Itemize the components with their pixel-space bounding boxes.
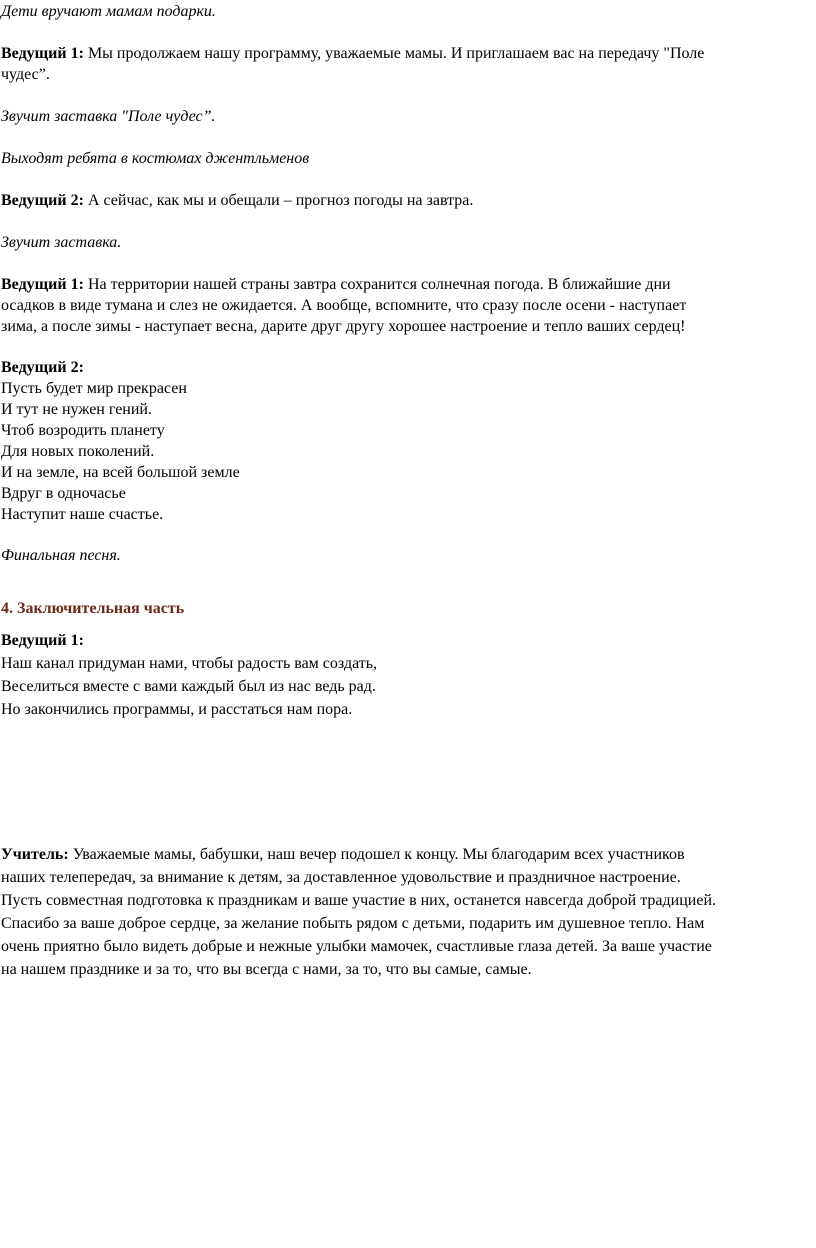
- stage-direction-final-song: [1, 545, 121, 566]
- stage-direction-jingle: [1, 106, 216, 127]
- paragraph-line: на нашем празднике и за то, что вы всегда с нами, за то, что вы самые, самые.: [1, 961, 532, 978]
- paragraph-line: наших телепередач, за внимание к детям, за доставленное удовольствие и праздничное настроение.: [1, 869, 681, 886]
- poem-line: Наш канал придуман нами, чтобы радость вам создать,: [1, 655, 378, 672]
- poem-line: Пусть будет мир прекрасен: [1, 380, 187, 397]
- paragraph-line: Пусть совместная подготовка к праздникам и ваше участие в них, останется навсегда доброй традицией.: [1, 892, 716, 909]
- paragraph-text: А сейчас, как мы и обещали – прогноз погоды на завтра.: [83, 192, 474, 209]
- stage-direction-gentlemen: [1, 148, 309, 169]
- paragraph-line: Уважаемые мамы, бабушки, наш вечер подошел к концу. Мы благодарим всех участников: [68, 846, 685, 863]
- section-heading-text: 4. Заключительная часть: [1, 600, 185, 617]
- speaker-label: Ведущий 2:: [1, 192, 84, 209]
- stage-direction-text: Выходят ребята в костюмах джентльменов: [1, 150, 310, 167]
- stage-direction-text: Дети вручают мамам подарки.: [1, 3, 216, 20]
- poem-line: Но закончились программы, и расстаться нам пора.: [1, 701, 353, 718]
- host2-poem: [1, 357, 240, 525]
- poem-line: Вдруг в одночасье: [1, 485, 126, 502]
- stage-direction-text: Звучит заставка.: [1, 234, 122, 251]
- host1-closing-poem: [1, 629, 377, 721]
- speaker-label: Ведущий 1:: [1, 45, 84, 62]
- speaker-label: Учитель:: [1, 846, 69, 863]
- host1-intro-paragraph: [1, 43, 704, 85]
- paragraph-line: Спасибо за ваше доброе сердце, за желание побыть рядом с детьми, подарить им душевное тепло. Нам: [1, 915, 705, 932]
- speaker-label: Ведущий 1:: [1, 276, 84, 293]
- stage-direction-text: Финальная песня.: [1, 547, 121, 564]
- host1-forecast-paragraph: [1, 274, 686, 337]
- speaker-label: Ведущий 2:: [1, 359, 84, 376]
- poem-line: И на земле, на всей большой земле: [1, 464, 240, 481]
- poem-line: Для новых поколений.: [1, 443, 155, 460]
- section-heading: [1, 598, 184, 619]
- paragraph-line: чудес”.: [1, 66, 50, 83]
- poem-line: Наступит наше счастье.: [1, 506, 164, 523]
- host2-weather-paragraph: [1, 190, 473, 211]
- paragraph-line: очень приятно было видеть добрые и нежные улыбки мамочек, счастливые глаза детей. За ваше участие: [1, 938, 712, 955]
- poem-line: Веселиться вместе с вами каждый был из нас ведь рад.: [1, 678, 376, 695]
- teacher-closing-paragraph: [1, 843, 716, 981]
- paragraph-line: зима, а после зимы - наступает весна, дарите друг другу хорошее настроение и тепло ваших сердец!: [1, 318, 686, 335]
- stage-direction-text: Звучит заставка "Поле чудес”.: [1, 108, 216, 125]
- stage-direction-gifts: [1, 1, 216, 22]
- stage-direction-jingle-2: [1, 232, 121, 253]
- paragraph-line: На территории нашей страны завтра сохранится солнечная погода. В ближайшие дни: [83, 276, 671, 293]
- poem-line: Чтоб возродить планету: [1, 422, 165, 439]
- speaker-label: Ведущий 1:: [1, 632, 84, 649]
- poem-line: И тут не нужен гений.: [1, 401, 152, 418]
- paragraph-line: осадков в виде тумана и слез не ожидается. А вообще, вспомните, что сразу после осени - наступает: [1, 297, 687, 314]
- paragraph-line: Мы продолжаем нашу программу, уважаемые мамы. И приглашаем вас на передачу "Поле: [83, 45, 705, 62]
